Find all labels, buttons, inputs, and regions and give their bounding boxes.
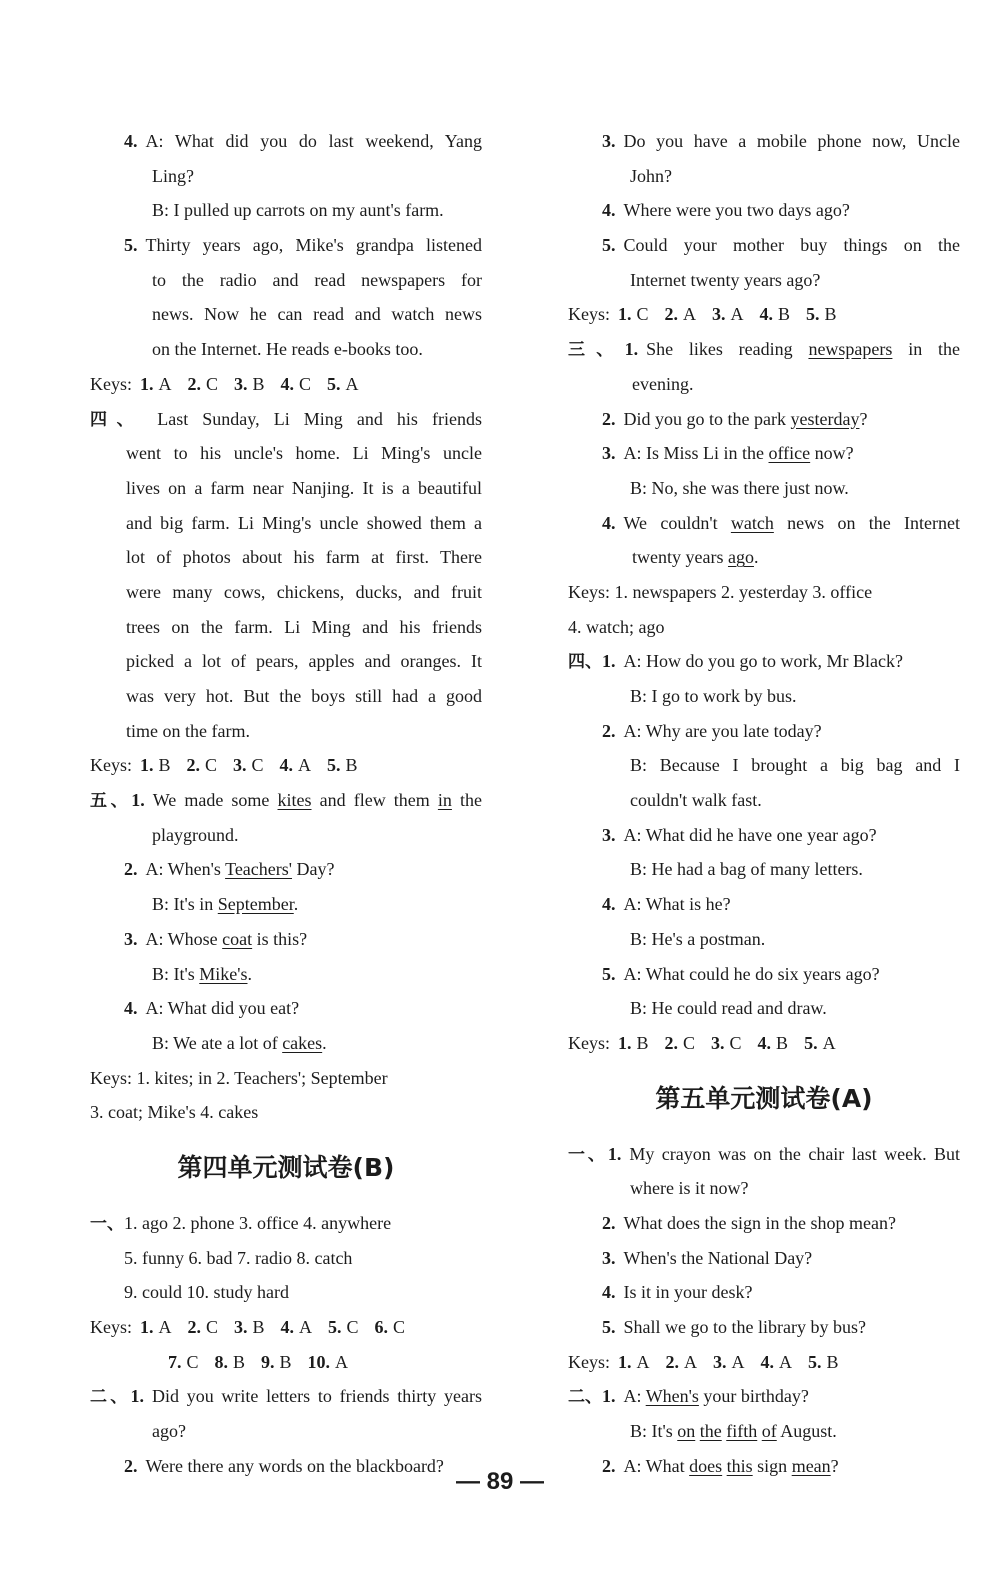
text-line [568, 991, 960, 1026]
text-line [568, 1171, 960, 1206]
underlined-answer: newspapers [808, 339, 893, 360]
item-number: 4. [602, 512, 616, 533]
key-number: 5. [808, 1351, 822, 1372]
section-number: 二、 [568, 1387, 602, 1408]
item-number: 4. [124, 131, 138, 151]
section-number: 四、 [90, 409, 144, 430]
keys-label: Keys: [568, 1351, 610, 1372]
text-line [568, 1206, 960, 1241]
text-fragment: ? [859, 408, 868, 429]
answer-keys [568, 297, 960, 332]
line-text: John? [630, 165, 672, 186]
text-fragment: twenty years [632, 547, 728, 568]
line-text: B: He's a postman. [630, 928, 766, 949]
line-text: A: What could he do six years ago? [623, 963, 880, 984]
underlined-answer: the [699, 1421, 722, 1442]
text-line [568, 506, 960, 541]
text-line [90, 1275, 482, 1310]
key-number: 4. [280, 373, 295, 394]
key-answer: B [345, 755, 358, 776]
text-fragment: now? [810, 443, 854, 464]
item-number: 5. [602, 963, 616, 984]
text-line [90, 263, 482, 298]
line-text: A: How do you go to work, Mr Black? [623, 651, 903, 672]
item-number: 2. [602, 408, 616, 429]
underlined-answer: of [761, 1421, 777, 1442]
text-line [568, 263, 960, 298]
text-fragment: Day? [292, 859, 335, 880]
key-number: 3. [234, 373, 248, 394]
key-answer: C [636, 304, 649, 325]
text-line [90, 1241, 482, 1276]
key-answer: A [636, 1351, 650, 1372]
underlined-answer: does [689, 1455, 723, 1476]
keys-label: Keys: [90, 373, 132, 394]
key-answer: A [683, 304, 697, 325]
underlined-answer: on [677, 1421, 696, 1442]
answer-keys [90, 1345, 482, 1380]
text-fragment: . [247, 963, 252, 984]
line-text: My crayon was on the chair last week. But [629, 1143, 961, 1164]
key-number: 5. [806, 304, 820, 325]
text-line [90, 610, 482, 645]
underlined-answer: watch [730, 512, 774, 533]
key-answer: A [345, 373, 359, 394]
text-line [568, 1379, 960, 1414]
key-answer: C [393, 1317, 406, 1337]
text-fragment: A: [623, 1386, 646, 1407]
text-line [90, 228, 482, 263]
text-line [568, 471, 960, 506]
line-text: playground. [152, 824, 239, 845]
text-line [568, 852, 960, 887]
key-answer: C [251, 755, 264, 776]
text-fragment: B: It's in [152, 894, 218, 915]
key-number: 3. [711, 1032, 725, 1053]
text-line [568, 159, 960, 194]
text-line [90, 575, 482, 610]
section-number: 二、 [90, 1387, 131, 1408]
line-text: When's the National Day? [623, 1247, 813, 1268]
text-line [90, 679, 482, 714]
text-line [568, 957, 960, 992]
text-line [90, 783, 482, 818]
text-line [90, 436, 482, 471]
text-fragment: . [322, 1032, 327, 1053]
text-line [568, 436, 960, 471]
item-number: 2. [124, 1455, 138, 1476]
line-text: Did you write letters to friends thirty years [151, 1386, 482, 1407]
text-line [90, 714, 482, 749]
line-text: Internet twenty years ago? [630, 269, 821, 290]
key-answer: C [299, 373, 312, 394]
section-title: 第五单元测试卷(A) [655, 1083, 873, 1113]
text-line [568, 1414, 960, 1449]
answer-keys [90, 748, 482, 783]
line-text: 3. coat; Mike's 4. cakes [90, 1102, 259, 1123]
key-answer: C [346, 1317, 359, 1337]
line-text: picked a lot of pears, apples and oranges. It [126, 651, 482, 672]
text-line [90, 332, 482, 367]
item-number: 2. [602, 720, 616, 741]
text-line [90, 818, 482, 853]
key-answer: A [158, 373, 172, 394]
line-text: trees on the farm. Li Ming and his friends [126, 616, 482, 637]
line-text: Ling? [152, 165, 194, 186]
text-fragment: A: What [623, 1455, 690, 1476]
keys-label: Keys: [90, 1317, 132, 1337]
text-line [568, 367, 960, 402]
text-fragment: Did you go to the park [623, 408, 791, 429]
item-number: 4. [124, 998, 138, 1019]
text-line [90, 471, 482, 506]
key-number: 2. [186, 755, 201, 776]
line-text: and big farm. Li Ming's uncle showed them a [126, 512, 482, 533]
line-text: B: I pulled up carrots on my aunt's farm. [152, 200, 444, 221]
answer-keys [568, 1345, 960, 1380]
section-number: 三、 [568, 340, 625, 361]
text-fragment: August. [776, 1421, 837, 1442]
line-text: Is it in your desk? [623, 1282, 753, 1303]
text-line [90, 193, 482, 228]
text-fragment: We couldn't [623, 512, 731, 533]
underlined-answer: September [217, 894, 294, 915]
item-number: 4. [602, 1282, 616, 1303]
key-number: 1. [618, 1351, 632, 1372]
key-answer: B [252, 1317, 265, 1337]
line-text: A: What is he? [623, 894, 731, 915]
text-line [568, 887, 960, 922]
section-title: 第四单元测试卷(B) [177, 1152, 395, 1182]
text-line [90, 991, 482, 1026]
underlined-answer: Teachers' [225, 859, 293, 880]
section-number: 一、 [568, 1144, 608, 1165]
key-number: 2. [187, 373, 201, 394]
line-text: were many cows, chickens, ducks, and fruit [126, 581, 482, 602]
key-number: 3. [712, 304, 726, 325]
text-line [568, 540, 960, 575]
item-number: 3. [602, 443, 616, 464]
line-text: 4. watch; ago [568, 616, 665, 637]
text-fragment: B: We ate a lot of [152, 1032, 283, 1053]
text-line [568, 644, 960, 679]
key-number: 5. [327, 373, 341, 394]
underlined-answer: this [726, 1455, 753, 1476]
key-answer: A [822, 1032, 836, 1053]
key-answer: B [158, 755, 171, 776]
key-number: 2. [187, 1317, 201, 1337]
line-text: Last Sunday, Li Ming and his friends [143, 408, 482, 429]
line-text: couldn't walk fast. [630, 790, 762, 811]
key-number: 8. [214, 1351, 229, 1372]
answer-keys [90, 1310, 482, 1345]
line-text: ago? [152, 1421, 186, 1442]
key-number: 10. [307, 1351, 331, 1372]
item-number: 5. [602, 235, 616, 256]
text-line [90, 922, 482, 957]
text-line [568, 679, 960, 714]
key-answer: C [729, 1032, 742, 1053]
key-answer: C [186, 1351, 199, 1372]
text-line [568, 818, 960, 853]
page-number: — 89 — [455, 1468, 545, 1495]
key-answer: A [731, 1351, 745, 1372]
underlined-answer: fifth [726, 1421, 758, 1442]
text-line [568, 922, 960, 957]
key-number: 2. [664, 304, 679, 325]
text-fragment: B: It's [152, 963, 200, 984]
item-number: 5. [602, 1317, 616, 1337]
line-text: B: I go to work by bus. [630, 686, 797, 706]
line-text: evening. [632, 373, 694, 394]
text-line [568, 575, 960, 610]
text-fragment: in the [892, 339, 960, 360]
text-line [568, 783, 960, 818]
key-answer: B [233, 1351, 246, 1372]
underlined-answer: coat [222, 928, 253, 949]
item-number: 1. [130, 1386, 144, 1407]
line-text: A: What did you eat? [145, 998, 300, 1019]
item-number: 1. [131, 790, 145, 811]
underlined-answer: mean [791, 1455, 831, 1476]
left-column [90, 124, 482, 1483]
text-fragment: is this? [252, 928, 308, 949]
text-line [90, 159, 482, 194]
line-text: on the Internet. He reads e-books too. [152, 339, 423, 360]
key-answer: C [206, 373, 219, 394]
key-number: 4. [757, 1032, 772, 1053]
text-line [90, 297, 482, 332]
text-line [90, 887, 482, 922]
key-answer: C [206, 1317, 219, 1337]
line-text: Were there any words on the blackboard? [145, 1455, 444, 1476]
item-number: 2. [602, 1455, 616, 1476]
line-text: B: He could read and draw. [630, 998, 827, 1019]
text-line [90, 1095, 482, 1130]
key-answer: B [252, 373, 265, 394]
text-line [568, 193, 960, 228]
key-number: 4. [760, 1351, 774, 1372]
item-number: 1. [602, 1386, 616, 1407]
key-answer: B [636, 1032, 649, 1053]
text-line [568, 1275, 960, 1310]
line-text: news. Now he can read and watch news [152, 304, 482, 325]
line-text: B: He had a bag of many letters. [630, 859, 863, 880]
line-text: time on the farm. [126, 720, 250, 741]
underlined-answer: When's [645, 1386, 699, 1407]
key-number: 4. [280, 1317, 295, 1337]
key-number: 2. [665, 1351, 679, 1372]
text-line [90, 1414, 482, 1449]
text-line [568, 610, 960, 645]
key-number: 3. [234, 1317, 248, 1337]
underlined-answer: in [437, 790, 452, 811]
key-number: 3. [713, 1351, 727, 1372]
text-line [90, 402, 482, 437]
text-line [568, 1310, 960, 1345]
right-column [568, 124, 960, 1483]
underlined-answer: ago [727, 547, 754, 568]
line-text: lot of photos about his farm at first. There [126, 547, 482, 568]
text-line [568, 714, 960, 749]
line-text: 9. could 10. study hard [124, 1282, 289, 1303]
text-fragment: . [293, 894, 299, 915]
key-answer: A [299, 1317, 313, 1337]
line-text: Shall we go to the library by bus? [623, 1317, 866, 1337]
key-answer: B [824, 304, 837, 325]
text-line [568, 124, 960, 159]
line-text: 5. funny 6. bad 7. radio 8. catch [124, 1247, 353, 1268]
section-number: 一、 [90, 1213, 124, 1234]
text-line [90, 1206, 482, 1241]
item-number: 1. [607, 1143, 622, 1164]
key-answer: A [684, 1351, 697, 1372]
item-number: 3. [124, 928, 138, 949]
key-number: 1. [618, 1032, 632, 1053]
keys-label: Keys: [90, 755, 132, 776]
text-line [90, 506, 482, 541]
text-fragment: the [451, 790, 482, 811]
line-text: lives on a farm near Nanjing. It is a beautiful [126, 477, 482, 498]
key-number: 4. [759, 304, 774, 325]
line-text: Could your mother buy things on the [623, 235, 960, 256]
key-number: 3. [233, 755, 247, 776]
key-answer: A [335, 1351, 349, 1372]
text-line [90, 957, 482, 992]
section-number: 五、 [90, 791, 132, 812]
key-number: 7. [168, 1351, 182, 1372]
line-text: was very hot. But the boys still had a good [126, 686, 482, 706]
item-number: 4. [602, 200, 616, 221]
text-line [568, 402, 960, 437]
line-text: B: Because I brought a big bag and I [630, 755, 960, 776]
text-line [568, 332, 960, 367]
text-fragment: She likes reading [646, 339, 809, 360]
keys-label: Keys: [568, 1032, 610, 1053]
text-fragment: and flew them [311, 790, 438, 811]
key-number: 5. [328, 1317, 342, 1337]
key-number: 1. [140, 755, 154, 776]
line-text: 1. ago 2. phone 3. office 4. anywhere [124, 1212, 392, 1233]
key-number: 6. [374, 1317, 389, 1337]
key-answer: A [730, 304, 744, 325]
key-number: 2. [664, 1032, 679, 1053]
key-number: 4. [279, 755, 294, 776]
underlined-answer: office [768, 443, 811, 464]
underlined-answer: yesterday [790, 408, 860, 429]
text-line [568, 228, 960, 263]
section-number: 四、 [568, 652, 602, 673]
answer-keys [90, 367, 482, 402]
text-fragment: A: When's [145, 859, 226, 880]
key-number: 5. [327, 755, 341, 776]
text-line [90, 852, 482, 887]
line-text: Where were you two days ago? [623, 200, 850, 221]
line-text: to the radio and read newspapers for [152, 269, 482, 290]
item-number: 1. [624, 339, 639, 360]
item-number: 3. [602, 824, 616, 845]
text-fragment: A: Whose [145, 928, 223, 949]
line-text: Keys: 1. kites; in 2. Teachers'; September [90, 1067, 388, 1088]
text-line [90, 644, 482, 679]
key-answer: C [205, 755, 218, 776]
text-fragment: . [753, 547, 759, 568]
item-number: 1. [602, 651, 616, 672]
line-text: A: Why are you late today? [623, 720, 822, 741]
item-number: 3. [602, 1247, 616, 1268]
line-text: A: What did you do last weekend, Yang [145, 131, 482, 151]
text-line [568, 1137, 960, 1172]
key-answer: B [826, 1351, 839, 1372]
item-number: 2. [602, 1212, 616, 1233]
text-fragment: We made some [152, 790, 278, 811]
key-number: 1. [140, 373, 154, 394]
text-fragment: sign [752, 1455, 792, 1476]
text-line [90, 124, 482, 159]
key-answer: B [778, 304, 791, 325]
line-text: Thirty years ago, Mike's grandpa listened [145, 235, 482, 256]
key-number: 5. [804, 1032, 818, 1053]
key-answer: B [279, 1351, 292, 1372]
text-line [90, 1061, 482, 1096]
item-number: 2. [124, 859, 138, 880]
text-line [90, 1026, 482, 1061]
key-answer: A [298, 755, 312, 776]
text-fragment: ? [830, 1455, 839, 1476]
keys-label: Keys: [568, 304, 610, 325]
text-fragment: A: Is Miss Li in the [623, 443, 769, 464]
text-line [90, 1379, 482, 1414]
line-text: B: No, she was there just now. [630, 477, 849, 498]
text-fragment: news on the Internet [773, 512, 960, 533]
key-answer: C [683, 1032, 696, 1053]
line-text: What does the sign in the shop mean? [623, 1212, 896, 1233]
text-line [90, 540, 482, 575]
line-text: went to his uncle's home. Li Ming's uncle [126, 443, 482, 464]
item-number: 4. [602, 894, 616, 915]
underlined-answer: Mike's [199, 963, 248, 984]
key-number: 9. [261, 1351, 275, 1372]
line-text: A: What did he have one year ago? [623, 824, 877, 845]
item-number: 5. [124, 235, 138, 256]
underlined-answer: kites [277, 790, 312, 811]
key-answer: B [776, 1032, 789, 1053]
key-answer: A [779, 1351, 792, 1372]
text-fragment: B: It's [630, 1421, 678, 1442]
key-number: 1. [618, 304, 632, 325]
line-text: Do you have a mobile phone now, Uncle [623, 131, 960, 151]
key-answer: A [158, 1317, 172, 1337]
answer-keys [568, 1026, 960, 1061]
item-number: 3. [602, 131, 616, 151]
text-fragment: your birthday? [698, 1386, 809, 1407]
line-text: where is it now? [630, 1178, 749, 1199]
underlined-answer: cakes [282, 1032, 323, 1053]
line-text: Keys: 1. newspapers 2. yesterday 3. office [568, 581, 873, 602]
text-line [568, 748, 960, 783]
key-number: 1. [140, 1317, 154, 1337]
text-line [568, 1241, 960, 1276]
